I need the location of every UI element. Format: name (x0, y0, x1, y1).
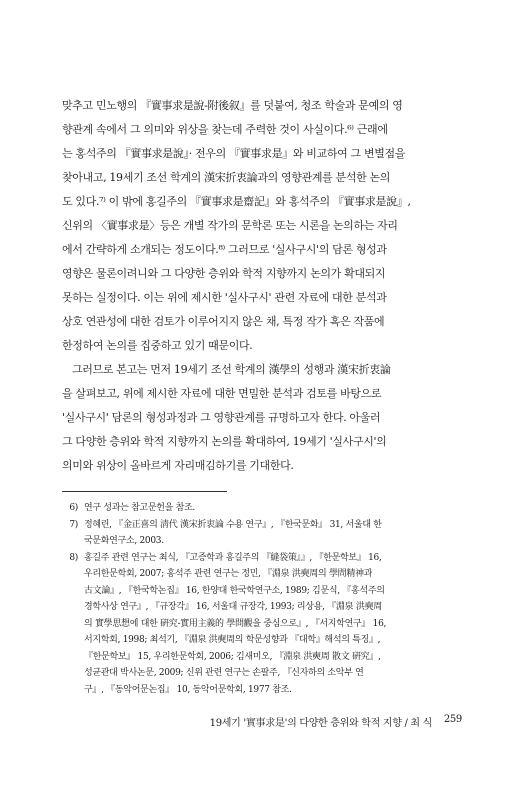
body-line: 는 홍석주의 『實事求是說』· 전우의 『實事求是』와 비교하여 그 변별점을 (62, 147, 406, 160)
body-line: 찾아내고, 19세기 조선 학계의 漢宋折衷論과의 영향관계를 분석한 논의 (62, 171, 391, 184)
footnote-line: 국문화연구소, 2003. (84, 536, 164, 546)
footnote-line: 홍길주 관련 연구는 최식, 『고증학과 홍길주의 『縫袋策』』, 『한문학보』 16, (84, 552, 382, 563)
body-line: 을 살펴보고, 위에 제시한 자료에 대한 면밀한 분석과 검토를 바탕으로 (62, 387, 382, 400)
body-line: 그러므로 본고는 먼저 19세기 조선 학계의 漢學의 성행과 漢宋折衷論 (72, 363, 391, 376)
page-number: 259 (443, 714, 462, 725)
body-text (62, 94, 462, 478)
footnote-line: 의 實學思想에 대한 硏究-實用主義的 學問觀을 중심으로』, 『서지학연구』 16, (84, 618, 387, 629)
footnote-divider (62, 491, 227, 492)
footnote-line: 정혜린, 『金正喜의 淸代 漢宋折衷論 수용 연구』, 『한국문화』 31, 서울대 한 (84, 519, 382, 530)
body-line: 도 있다.⁷⁾ 이 밖에 홍길주의 『實事求是齋記』와 홍석주의 『實事求是說』, (62, 195, 411, 208)
footnote-8 (62, 550, 462, 699)
footnote-line: 古文論』, 『한국학논집』 16, 한양대 한국학연구소, 1989; 김문식, 『홍석주의 (84, 585, 385, 596)
body-line: 향관계 속에서 그 의미와 위상을 찾는데 주력한 것이 사실이다.⁶⁾ 근래에 (62, 123, 388, 136)
footnote-number: 8) (69, 552, 78, 563)
body-line: 못하는 실정이다. 이는 위에 제시한 '실사구시' 관련 자료에 대한 분석과 (62, 291, 387, 304)
body-line: 그 다양한 층위와 학적 지향까지 논의를 확대하여, 19세기 '실사구시'의 (62, 435, 387, 448)
footnote-line: 경학사상 연구』, 『규장각』 16, 서울대 규장각, 1993; 리상용, 『淵泉 洪奭周 (84, 602, 382, 612)
body-line: 의미와 위상이 올바르게 자리매김하기를 기대한다. (62, 459, 294, 472)
body-line: 맞추고 민노행의 『實事求是說-附後叙』를 덧붙여, 청조 학술과 문예의 영 (62, 99, 403, 112)
footnote-line: 우리한문학회, 2007; 홍석주 관련 연구는 정민, 『淵泉 洪奭周의 學問精神과 (84, 569, 373, 579)
running-head: 19세기 '實事求是'의 다양한 층위와 학적 지향 / 최 식 (209, 718, 432, 729)
footnote-line: 연구 성과는 참고문헌을 참조. (84, 503, 195, 513)
footnote-line: 서지학회, 1998; 최석기, 『淵泉 洪奭周의 학문성향과 『대학』해석의 특징』, (84, 635, 381, 645)
footnote-7 (62, 517, 462, 550)
body-line: 에서 간략하게 소개되는 정도이다.⁸⁾ 그러므로 '실사구시'의 담론 형성과 (62, 243, 387, 256)
footnote-line: 구』, 『동악어문논집』 10, 동악어문학회, 1977 참조. (84, 684, 292, 695)
body-line: '실사구시' 담론의 형성과정과 그 영향관계를 규명하고자 한다. 아울러 (62, 411, 381, 424)
footnote-line: 성균관대 박사논문, 2009; 신위 관련 연구는 손팔주, 『신자하의 소악부 연 (84, 668, 364, 678)
footnote-number: 6) (69, 503, 78, 513)
footnotes (62, 500, 462, 698)
body-line: 신위의 〈實事求是〉등은 개별 작가의 문학론 또는 시론을 논의하는 자리 (62, 219, 398, 232)
body-line: 한정하여 논의를 집중하고 있기 때문이다. (62, 339, 253, 352)
body-line: 상호 연관성에 대한 검토가 이루어지지 않은 채, 특정 작가 혹은 작품에 (62, 315, 385, 328)
footnote-number: 7) (69, 519, 78, 530)
footnote-6 (62, 500, 462, 517)
footnote-line: 『한문학보』 15, 우리한문학회, 2006; 김새미오, 『淵泉 洪奭周 散文 硏究』, (84, 651, 381, 662)
body-line: 영향은 물론이려니와 그 다양한 층위와 학적 지향까지 논의가 확대되지 (62, 267, 386, 280)
